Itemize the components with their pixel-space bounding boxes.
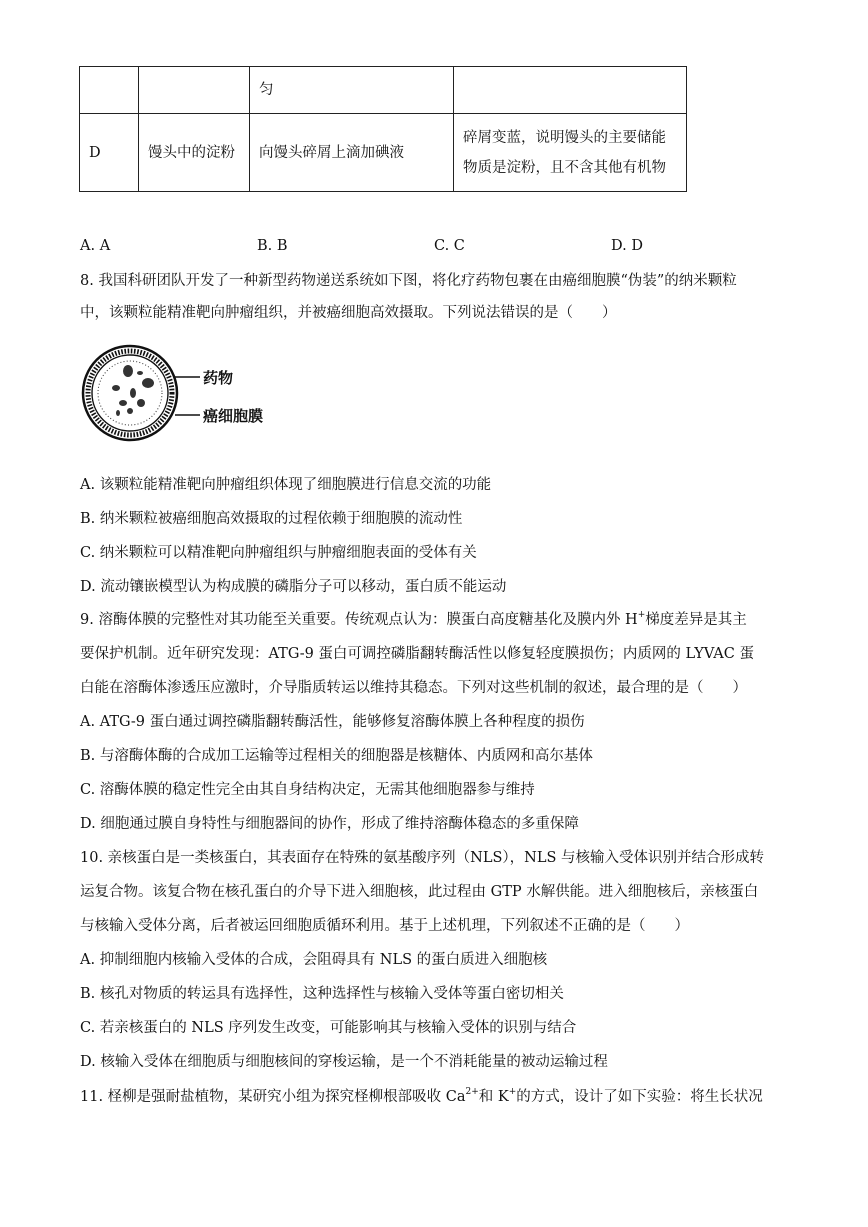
option-d: D. D <box>611 238 643 254</box>
option-c: C. C <box>434 238 465 254</box>
q10-stem-line1: 10. 亲核蛋白是一类核蛋白，其表面存在特殊的氨基酸序列（NLS），NLS 与核输入受体识别并结合形成转 <box>80 850 765 866</box>
table-row <box>80 114 687 192</box>
q8-option-d: D. 流动镶嵌模型认为构成膜的磷脂分子可以移动，蛋白质不能运动 <box>80 579 507 595</box>
table-cell <box>454 67 687 114</box>
option-b: B. B <box>257 238 288 254</box>
q9-stem-line2: 要保护机制。近年研究发现：ATG-9 蛋白可调控磷脂翻转酶活性以修复轻度膜损伤；内质网的 LYVAC 蛋 <box>80 646 754 662</box>
q8-stem-line1: 8. 我国科研团队开发了一种新型药物递送系统如下图，将化疗药物包裹在由癌细胞膜“伪装”的纳米颗粒 <box>80 273 737 289</box>
q8-option-a: A. 该颗粒能精准靶向肿瘤组织体现了细胞膜进行信息交流的功能 <box>80 477 492 493</box>
experiment-table <box>79 66 687 192</box>
table-cell: 馒头中的淀粉 <box>139 114 250 192</box>
q11-stem-part: 的方式，设计了如下实验：将生长状况 <box>516 1089 763 1105</box>
q9-option-d: D. 细胞通过膜自身特性与细胞器间的协作，形成了维持溶酶体稳态的多重保障 <box>80 816 579 832</box>
table-cell: D <box>80 114 139 192</box>
q11-stem-line1 <box>80 1087 763 1107</box>
q8-option-c: C. 纳米颗粒可以精准靶向肿瘤组织与肿瘤细胞表面的受体有关 <box>80 545 477 561</box>
drug-particles <box>112 365 154 416</box>
table-row <box>80 67 687 114</box>
q9-option-c: C. 溶酶体膜的稳定性完全由其自身结构决定，无需其他细胞器参与维持 <box>80 782 535 798</box>
q10-option-a: A. 抑制细胞内核输入受体的合成，会阻碍具有 NLS 的蛋白质进入细胞核 <box>80 952 548 968</box>
q7-options <box>80 238 780 258</box>
superscript: + <box>637 610 646 620</box>
q10-option-c: C. 若亲核蛋白的 NLS 序列发生改变，可能影响其与核输入受体的识别与结合 <box>80 1020 577 1036</box>
superscript: + <box>508 1087 517 1097</box>
q9-stem-line3: 白能在溶酶体渗透压应激时，介导脂质转运以维持其稳态。下列对这些机制的叙述，最合理的是（ ） <box>80 680 747 696</box>
q9-option-a: A. ATG-9 蛋白通过调控磷脂翻转酶活性，能够修复溶酶体膜上各种程度的损伤 <box>80 714 585 730</box>
table-cell: 匀 <box>250 67 454 114</box>
label-cancer-membrane: 癌细胞膜 <box>203 407 264 425</box>
q9-stem-part: 梯度差异是其主 <box>645 612 747 628</box>
q9-option-b: B. 与溶酶体酶的合成加工运输等过程相关的细胞器是核糖体、内质网和高尔基体 <box>80 748 593 764</box>
q10-stem-line2: 运复合物。该复合物在核孔蛋白的介导下进入细胞核，此过程由 GTP 水解供能。进入细胞核后，亲核蛋白 <box>80 884 759 900</box>
cell-line: 碎屑变蓝，说明馒头的主要储能 <box>463 129 666 146</box>
table-cell: 向馒头碎屑上滴加碘液 <box>250 114 454 192</box>
q10-option-d: D. 核输入受体在细胞质与细胞核间的穿梭运输，是一个不消耗能量的被动运输过程 <box>80 1054 608 1070</box>
q8-option-b: B. 纳米颗粒被癌细胞高效摄取的过程依赖于细胞膜的流动性 <box>80 511 463 527</box>
q9-stem-part: 9. 溶酶体膜的完整性对其功能至关重要。传统观点认为：膜蛋白高度糖基化及膜内外 H <box>80 612 638 628</box>
superscript: 2+ <box>465 1087 479 1097</box>
q8-stem-line2: 中，该颗粒能精准靶向肿瘤组织，并被癌细胞高效摄取。下列说法错误的是（ ） <box>80 305 617 321</box>
label-drug: 药物 <box>203 369 234 387</box>
option-a: A. A <box>80 238 111 254</box>
q10-option-b: B. 核孔对物质的转运具有选择性，这种选择性与核输入受体等蛋白密切相关 <box>80 986 564 1002</box>
table-cell <box>139 67 250 114</box>
q10-stem-line3: 与核输入受体分离，后者被运回细胞质循环利用。基于上述机理，下列叙述不正确的是（ ） <box>80 918 689 934</box>
q11-stem-part: 和 K <box>478 1089 509 1105</box>
table-cell <box>454 114 687 192</box>
q9-stem-line1 <box>80 610 747 630</box>
nanoparticle-figure <box>78 343 288 443</box>
cell-line: 物质是淀粉，且不含其他有机物 <box>463 159 666 176</box>
table-cell <box>80 67 139 114</box>
q11-stem-part: 11. 柽柳是强耐盐植物，某研究小组为探究柽柳根部吸收 Ca <box>80 1089 466 1105</box>
